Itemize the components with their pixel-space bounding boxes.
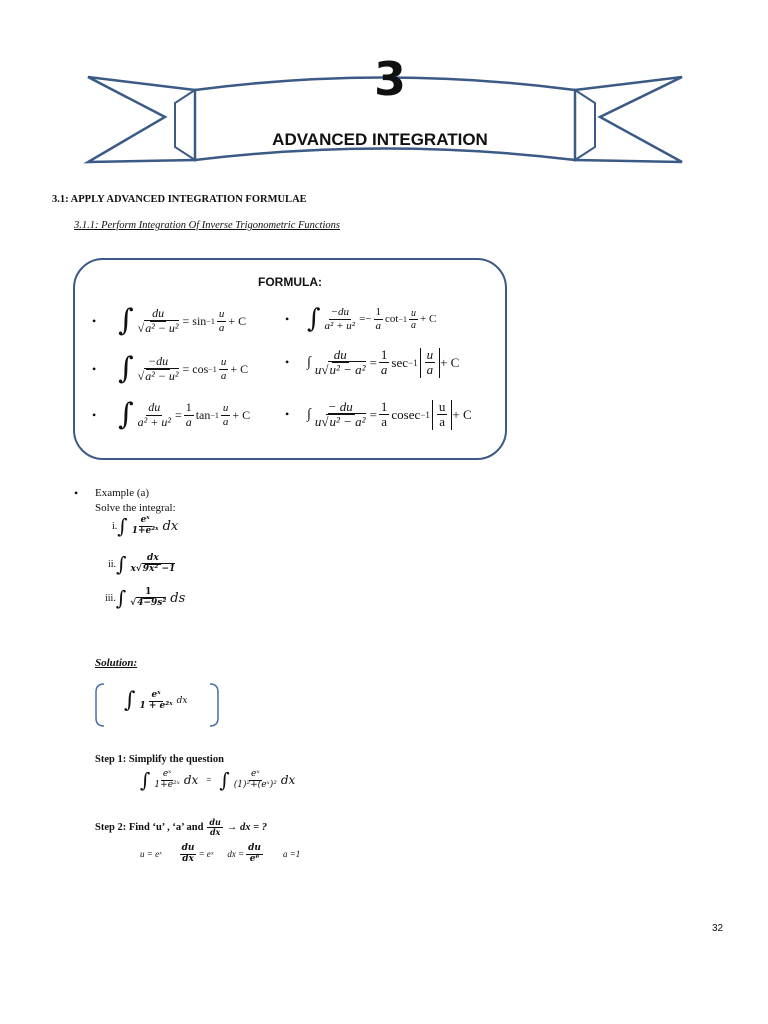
bullet: • [92, 407, 97, 422]
page-number: 32 [712, 923, 724, 934]
formula-cosec: • ∫ $\frac{- du}{\text{u√u² − a²}}$ = $\frac{1}{a}$ cosec −1 $\frac{u}{a}$ + C [285, 399, 472, 430]
step2-values: u = eˣ $\frac{du}{dx}$ = eˣ dx = $\frac{du}{\text{eᵉ}}$ a =1 [140, 843, 301, 864]
formula-sec: • ∫ $\frac{du}{\text{u√u² − a²}}$ = $\frac{1}{a}$ sec −1 $\frac{u}{a}$ + C [285, 347, 460, 378]
bullet: • [285, 311, 290, 326]
bullet: • [285, 355, 290, 370]
formula-tan: • ∫ $\frac{du}{\text{a² + u²}}$ = $\frac{1}{a}$ tan −1 $\frac{u}{a}$ + C [92, 397, 251, 432]
formula-cot: • ∫ $\frac{-du}{\text{a² + u²}}$ = − $\frac{1}{a}$ cot −1 $\frac{u}{a}$ + C [285, 304, 437, 334]
bullet: • [92, 361, 97, 376]
example-item-ii: ii. ∫ $\frac{dx}{\text{x√9x² −1}}$ [108, 552, 176, 577]
chapter-title: ADVANCED INTEGRATION [272, 130, 488, 149]
section-subheading: 3.1.1: Perform Integration Of Inverse Trigonometric Functions [74, 220, 340, 231]
item-label: ii. [108, 558, 117, 570]
formula-cos: • ∫ $\frac{-du}{\text{√a² − u²}}$ = cos −1 $\frac{u}{a}$ + C [92, 351, 249, 386]
formula-sin: • ∫ $\frac{du}{\text{√a² − u²}}$ = sin −1 $\frac{u}{a}$ + C [92, 303, 247, 338]
solution-label: Solution: [95, 657, 138, 669]
bullet: • [285, 407, 290, 422]
example-bullet: • [74, 486, 79, 500]
example-item-iii: iii. ∫ $\frac{1}{\text{√4−9s²}}$ ds [105, 586, 186, 611]
step1-equation: ∫ $\frac{\text{eˣ}}{\text{1+e²ˣ}}$ dx = ∫ $\frac{\text{eˣ}}{\text{(1)²+(eˣ)²}}$ dx [140, 768, 296, 793]
example-instruction: Solve the integral: [95, 502, 176, 514]
bullet: • [92, 313, 97, 328]
u-value: u = eˣ [140, 849, 162, 860]
chapter-number: 3 [373, 52, 406, 106]
example-item-i: i. ∫ $\frac{\text{eˣ}}{\text{1+e²ˣ}}$ dx [112, 514, 179, 539]
a-value: a =1 [282, 849, 301, 860]
example-label: Example (a) [95, 487, 150, 499]
step1-title: Step 1: Simplify the question [95, 754, 224, 765]
formula-title: FORMULA: [258, 275, 322, 289]
item-label: i. [112, 520, 118, 532]
step2-title: Step 2: Find ‘u’ , ‘a’ and $\frac{du}{dx}$ → dx = ? [95, 817, 267, 837]
solution-integral: ∫ $\frac{\text{eˣ}}{\text{1 + e²ˣ}}$ dx [124, 688, 188, 713]
item-label: iii. [105, 592, 116, 604]
section-heading: 3.1: APPLY ADVANCED INTEGRATION FORMULAE [52, 194, 307, 205]
